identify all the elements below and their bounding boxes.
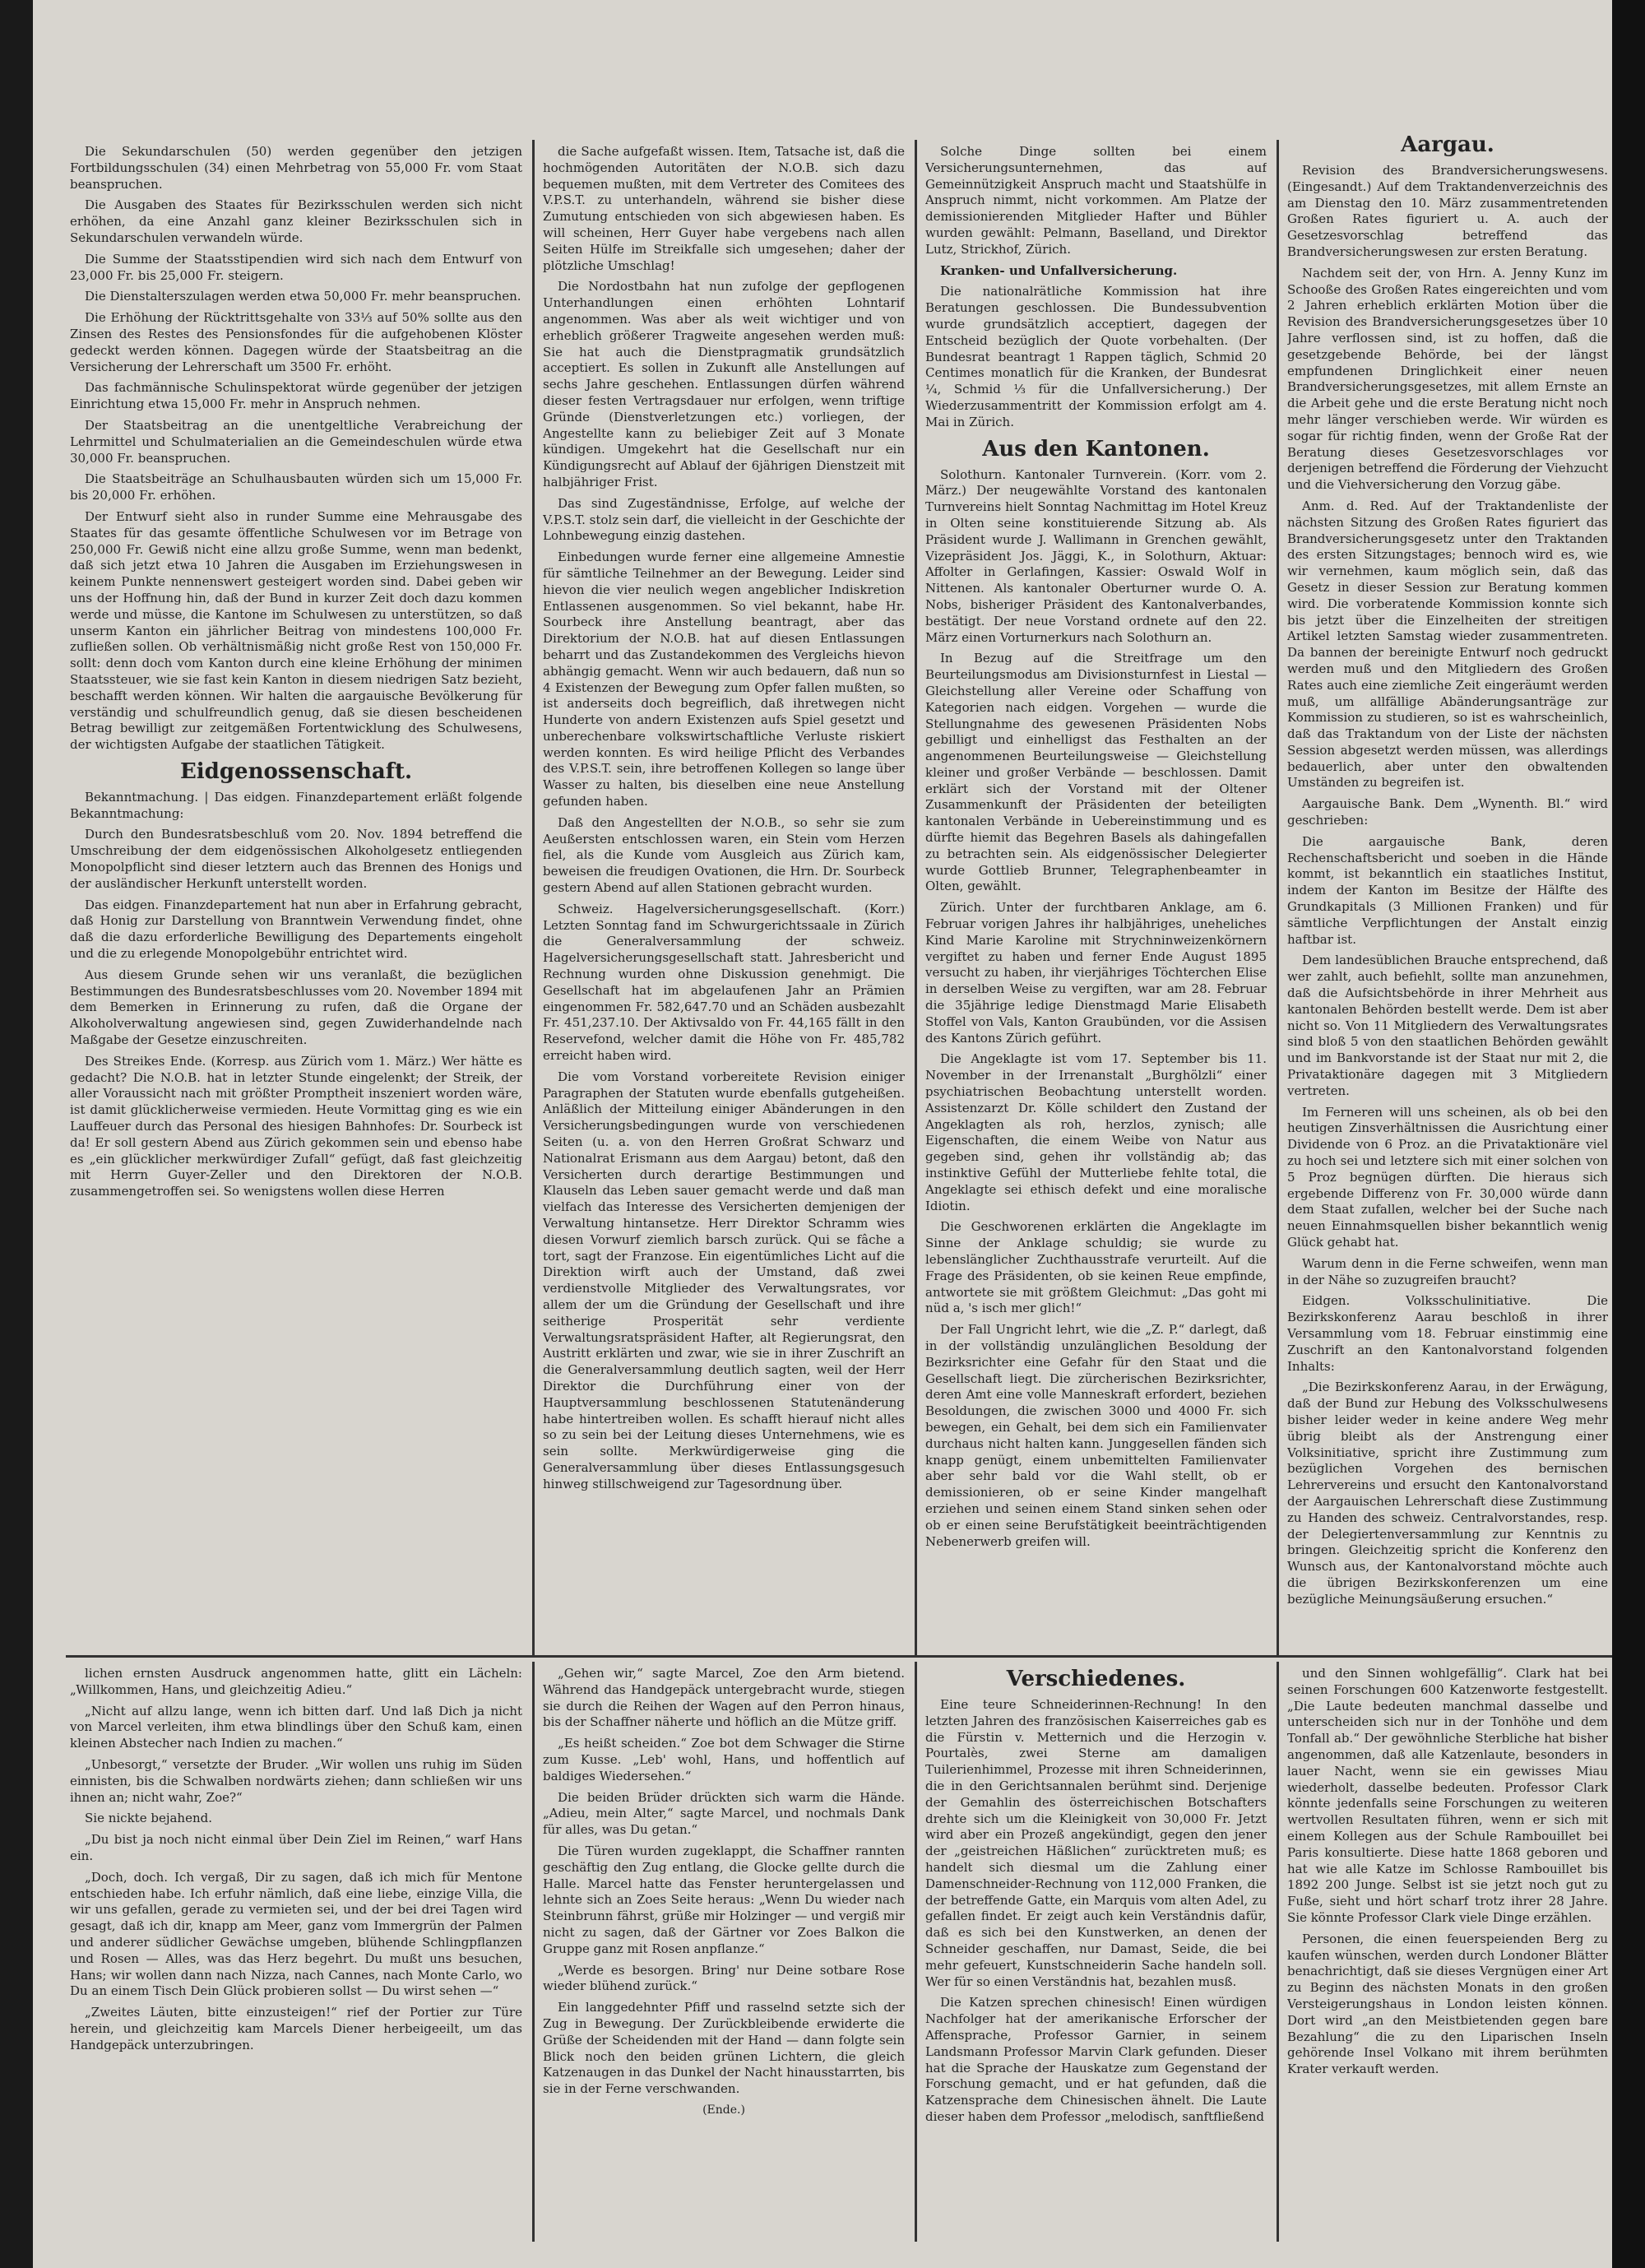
article-paragraph: Eine teure Schneiderinnen-Rechnung! In den letzten Jahren des französischen Kaiserreiches gab es die Fürstin v. Metternich und die Herzogin v. Pourtalès, zwei Sterne am damaligen Tuilerienhimmel, Prozesse mit ihren Schneiderinnen, die in den Gerichtsannalen berühmt sind. Derjenige der Gemahlin des österreichischen Botschafters drehte sich um die Kleinigkeit von 30,000 Fr. Jetzt wird aber ein Prozeß angekündigt, gegen den jener der „geistreichen Häßlichen“ zurücktreten muß; es handelt sich diesmal um die Zahlung einer Damenschneider-Rechnung von 112,000 Franken, die der betreffende Gatte, ein Marquis vom alten Adel, zu gefallen findet. Er zeigt auch kein Verständnis dafür, daß es sich bei den Kunstwerken, an denen der Schneider geschaffen, nur Damast, Seide, die bei mehr gefeuert, Kunstschneiderin Sache handeln soll. Wer für so einen Verständnis hat, bezahlen musß.: [925, 1697, 1267, 1989]
section-heading: Eidgenossenschaft.: [179, 758, 413, 784]
article-paragraph: Die nationalrätliche Kommission hat ihre Beratungen geschlossen. Die Bundessubvention wurde grundsätzlich acceptiert, dagegen der Entscheid bezüglich der Quote vorbehalten. (Der Bundesrat beantragt 1 Rappen täglich, Schmid 20 Centimes monatlich für die Kranken, der Bundesrat ¼, Schmid ⅓ für die Unfallversicherung.) Der Wiederzusammentritt der Kommission erfolgt am 4. Mai in Zürich.: [925, 284, 1267, 429]
article-paragraph: Die Staatsbeiträge an Schulhausbauten würden sich um 15,000 Fr. bis 20,000 Fr. erhöhen.: [70, 471, 522, 503]
column-rule-2: [915, 140, 917, 1658]
article-paragraph: Die beiden Brüder drückten sich warm die Hände. „Adieu, mein Alter,“ sagte Marcel, und nochmals Dank für alles, was Du getan.“: [543, 1789, 905, 1838]
scan-edge: [1612, 0, 1645, 2268]
article-paragraph: „Zweites Läuten, bitte einzusteigen!“ rief der Portier zur Türe herein, und gleichzeitig kam Marcels Diener herbeigeeilt, um das Handgepäck unterzubringen.: [70, 2005, 522, 2052]
verschiedenes-rule: [1277, 1662, 1279, 2242]
article-paragraph: „Unbesorgt,“ versetzte der Bruder. „Wir wollen uns ruhig im Süden einnisten, bis die Schwalben nordwärts ziehen; dann schließen wir uns ihnen an; nicht wahr, Zoe?“: [70, 1756, 522, 1805]
article-paragraph: Das eidgen. Finanzdepartement hat nun aber in Erfahrung gebracht, daß Honig zur Darstellung von Branntwein Verwendung findet, ohne daß die dazu erforderliche Bewilligung des Departements eingeholt und die zu erlegende Monopolgebühr entrichtet wird.: [70, 897, 522, 962]
verschiedenes-column-1: [925, 1666, 1267, 2242]
column-rule-1: [532, 140, 535, 1658]
article-paragraph: Einbedungen wurde ferner eine allgemeine Amnestie für sämtliche Teilnehmer an der Bewegung. Leider sind hievon die vier neulich wegen angeblicher Indiskretion Entlassenen ausgenommen. So viel bekannt, habe Hr. Sourbeck ihre Anstellung beantragt, aber das Direktorium der N.O.B. hat auf diesen Entlassungen beharrt und das Zustandekommen des Vergleichs hievon abhängig gemacht. Wenn wir auch bedauern, daß nun so 4 Existenzen der Bewegung zum Opfer fallen mußten, so ist anderseits doch begreiflich, daß ihretwegen nicht Hunderte von andern Existenzen aufs Spiel gesetzt und unberechenbare volkswirtschaftliche Verluste riskiert werden konnten. Es wird heilige Pflicht des Verbandes des V.P.S.T. sein, ihre betroffenen Kollegen so lange über Wasser zu halten, bis dieselben eine neue Anstellung gefunden haben.: [543, 550, 905, 809]
article-paragraph: „Gehen wir,“ sagte Marcel, Zoe den Arm bietend. Während das Handgepäck untergebracht wurde, stiegen sie durch die Reihen der Wagen auf den Perron hinaus, bis der Schaffner näherte und höflich an die Mütze griff.: [543, 1666, 905, 1730]
article-paragraph: Durch den Bundesratsbeschluß vom 20. Nov. 1894 betreffend die Umschreibung der dem eidgenössischen Alkoholgesetz entliegenden Monopolpflicht sind dieser letztern auch das Brennen des Honigs und der ausländischer Herkunft unterstellt worden.: [70, 827, 522, 891]
verschiedenes-column-2: [1287, 1666, 1608, 2242]
article-paragraph: In Bezug auf die Streitfrage um den Beurteilungsmodus am Divisionsturnfest in Liestal — Gleichstellung aller Vereine oder Schaffung von Kategorien nach eidgen. Vorgehen — wurde die Stellungnahme des gewesenen Präsidenten Nobs gebilligt und einhelligst das Festhalten an der angenommenen Beurteilungsweise — Gleichstellung kleiner und großer Verbände — beschlossen. Damit erklärt sich der Vorstand mit der Oltener Zusammenkunft der Präsidenten der beteiligten kantonalen Verbände in Uebereinstimmung und es dürfte hiemit das Begehren Basels als dahingefallen zu betrachten sein. Als eidgenössischer Delegierter wurde Gottlieb Brunner, Telegraphenbeamter in Olten, gewählt.: [925, 651, 1267, 894]
article-paragraph: Sie nickte bejahend.: [85, 1811, 212, 1826]
article-paragraph: (Ende.): [702, 2103, 745, 2117]
feuilleton-rule-2: [915, 1662, 917, 2242]
article-paragraph: Die Erhöhung der Rücktrittsgehalte von 33⅓ auf 50% sollte aus den Zinsen des Restes des Pensionsfondes für die aufgehobenen Klöster gedeckt werden können. Dagegen würde der Staatsbeitrag an die Versicherung der Lehrerschaft um 3500 Fr. erhöht.: [70, 310, 522, 374]
article-paragraph: Die vom Vorstand vorbereitete Revision einiger Paragraphen der Statuten wurde ebenfalls gutgeheißen. Anläßlich der Mitteilung einiger Abänderungen in den Versicherungsbedingungen wurde von verschiedenen Seiten (u. a. von den Herren Großrat Schwarz und Nationalrat Erismann aus dem Aargau) betont, daß den Versicherten durch derartige Bestimmungen und Klauseln das Leben sauer gemacht werde und daß man vielfach das Interesse des Versicherten demjenigen der Verwaltung hintansetze. Herr Direktor Schramm wies diesen Vorwurf ziemlich barsch zurück. Qui se fâche a tort, sagt der Franzose. Ein eigentümliches Licht auf die Direktion wirft auch der Umstand, daß zwei verdienstvolle Mitglieder des Verwaltungsrates, vor allem der um die Gründung der Gesellschaft und ihre seitherige Prosperität sehr verdiente Verwaltungsratspräsident Hafter, alt Regierungsrat, den Austritt erklärten und zwar, wie sie in ihrer Zuschrift an die Generalversammlung deutlich sagten, weil der Herr Direktor die Durchführung einer von der Hauptversammlung beschlossenen Statutenänderung habe hintertreiben wollen. Es schafft hierauf nicht alles so zu sein bei der Leitung dieses Unternehmens, wie es sein sollte. Merkwürdigerweise ging die Generalversammlung über dieses Entlassungsgesuch hinweg stillschweigend zur Tagesordnung über.: [543, 1069, 905, 1491]
article-paragraph: Aargauische Bank. Dem „Wynenth. Bl.“ wird geschrieben:: [1287, 796, 1608, 828]
article-paragraph: Zürich. Unter der furchtbaren Anklage, am 6. Februar vorigen Jahres ihr halbjähriges, uneheliches Kind Marie Karoline mit Strychninweizenkörnern vergiftet zu haben und ferner Ende August 1895 versucht zu haben, ihr vierjähriges Töchterchen Elise in derselben Weise zu vergiften, war am 28. Februar die 35jährige ledige Dienstmagd Marie Elisabeth Stoffel von Vals, Kanton Graubünden, vor die Assisen des Kantons Zürich geführt.: [925, 900, 1267, 1046]
feuilleton-divider: [66, 1655, 1612, 1658]
article-paragraph: Die Dienstalterszulagen werden etwa 50,000 Fr. mehr beanspruchen.: [85, 289, 521, 304]
article-paragraph: Bekanntmachung. | Das eidgen. Finanzdepartement erläßt folgende Bekanntmachung:: [70, 789, 522, 821]
article-paragraph: Das fachmännische Schulinspektorat würde gegenüber der jetzigen Einrichtung etwa 15,000 Fr. mehr in Anspruch nehmen.: [70, 380, 522, 412]
section-heading: Aargau.: [1401, 132, 1494, 157]
feuilleton-column-1: [70, 1666, 522, 2242]
article-paragraph: Die Nordostbahn hat nun zufolge der gepflogenen Unterhandlungen einen erhöhten Lohntarif angenommen. Was aber als weit wichtiger und von erheblich größerer Tragweite angesehen werden muß: Sie hat auch die Dienstpragmatik grundsätzlich acceptiert. Es sollen in Zukunft alle Anstellungen auf sechs Jahre geschehen. Entlassungen dürfen während dieser festen Vertragsdauer nur erfolgen, wenn triftige Gründe (Dienstverletzungen etc.) vorliegen, der Angestellte kann zu beliebiger Zeit auf 3 Monate kündigen. Umgekehrt hat die Gesellschaft nur ein Kündigungsrecht auf Ablauf der 6jährigen Dienstzeit mit halbjähriger Frist.: [543, 279, 905, 489]
article-paragraph: Solothurn. Kantonaler Turnverein. (Korr. vom 2. März.) Der neugewählte Vorstand des kantonalen Turnvereins hielt Sonntag Nachmittag im Hotel Kreuz in Olten seine konstituierende Sitzung ab. Als Präsident wurde J. Wallimann in Grenchen gewählt, Vizepräsident Jos. Jäggi, K., in Solothurn, Aktuar: Affolter in Gerlafingen, Kassier: Oswald Wolf in Nittenen. Als kantonaler Oberturner wurde O. A. Nobs, bisheriger Präsident des Kantonalverbandes, bestätigt. Der neue Vorstand ordnete auf den 22. März einen Vorturnerkurs nach Solothurn an.: [925, 466, 1267, 645]
section-heading: Aus den Kantonen.: [982, 436, 1210, 461]
article-paragraph: lichen ernsten Ausdruck angenommen hatte, glitt ein Lächeln: „Willkommen, Hans, und gleichzeitig Adieu.“: [70, 1666, 522, 1697]
article-paragraph: „Doch, doch. Ich vergaß, Dir zu sagen, daß ich mich für Mentone entschieden habe. Ich erfuhr nämlich, daß eine liebe, einzige Villa, die wir uns gefallen, gerade zu vermieten sei, und der bei drei Tagen wird gesagt, daß ich dir, knapp am Meer, ganz vom Immergrün der Palmen und anderer südlicher Gewächse umgeben, blühende Schlingpflanzen und Rosen — Alles, was das Herz begehrt. Du mußt uns besuchen, Hans; wir wollen dann nach Nizza, nach Cannes, nach Monte Carlo, wo Du an einem Tisch Dein Glück probieren sollst — Du wirst sehen —“: [70, 1869, 522, 1999]
article-paragraph: Aus diesem Grunde sehen wir uns veranlaßt, die bezüglichen Bestimmungen des Bundesratsbeschlusses vom 20. November 1894 mit dem Bemerken in Erinnerung zu rufen, daß die Organe der Alkoholverwaltung angewiesen sind, gegen Zuwiderhandelnde nach Maßgabe der Gesetze einzuschreiten.: [70, 967, 522, 1048]
article-paragraph: Schweiz. Hagelversicherungsgesellschaft. (Korr.) Letzten Sonntag fand im Schwurgerichtssaale in Zürich die Generalversammlung der schweiz. Hagelversicherungsgesellschaft statt. Jahresbericht und Rechnung wurden ohne Diskussion genehmigt. Die Gesellschaft hat im abgelaufenen Jahr an Prämien eingenommen Fr. 582,647.70 und an Schäden ausbezahlt Fr. 451,237.10. Der Aktivsaldo von Fr. 44,165 fällt in den Reservefond, welcher damit die Höhe von Fr. 485,782 erreicht haben wird.: [543, 901, 905, 1064]
article-paragraph: Die Ausgaben des Staates für Bezirksschulen werden sich nicht erhöhen, da eine Anzahl ganz kleiner Bezirksschulen sich in Sekundarschulen verwandeln würde.: [70, 197, 522, 245]
article-paragraph: „Nicht auf allzu lange, wenn ich bitten darf. Und laß Dich ja nicht von Marcel verleiten, ihm etwa blindlings über den Schuß kam, einen kleinen Abstecher nach Indien zu machen.“: [70, 1703, 522, 1751]
article-paragraph: Das sind Zugeständnisse, Erfolge, auf welche der V.P.S.T. stolz sein darf, die vielleicht in der Geschichte der Lohnbewegung einzig dastehen.: [543, 495, 905, 544]
article-paragraph: „Werde es besorgen. Bring' nur Deine sotbare Rose wieder blühend zurück.“: [543, 1962, 905, 1994]
article-paragraph: Solche Dinge sollten bei einem Versicherungsunternehmen, das auf Gemeinnützigkeit Anspruch macht und Staatshülfe in Anspruch nimmt, nicht vorkommen. Am Platze der demissionierenden Mitglieder Hafter und Bühler wurden gewählt: Pelmann, Baselland, und Direktor Lutz, Strickhof, Zürich.: [925, 144, 1267, 257]
article-paragraph: Im Ferneren will uns scheinen, als ob bei den heutigen Zinsverhältnissen die Ausrichtung einer Dividende von 6 Proz. an die Privataktionäre viel zu hoch sei und letztere sich mit einer solchen von 5 Proz begnügen dürften. Die hieraus sich ergebende Differenz von Fr. 30,000 würde dann dem Staat zufallen, welcher bei der Suche nach neuen Einnahmsquellen bisher bekanntlich wenig Glück gehabt hat.: [1287, 1104, 1608, 1250]
article-paragraph: „Es heißt scheiden.“ Zoe bot dem Schwager die Stirne zum Kusse. „Leb' wohl, Hans, und hoffentlich auf baldiges Wiedersehen.“: [543, 1736, 905, 1783]
article-paragraph: Eidgen. Volksschulinitiative. Die Bezirkskonferenz Aarau beschloß in ihrer Versammlung vom 18. Februar einstimmig eine Zuschrift an den Kantonalvorstand folgenden Inhalts:: [1287, 1293, 1608, 1374]
column-1: [70, 144, 522, 1649]
newspaper-page: [33, 0, 1620, 2268]
article-paragraph: Ein langgedehnter Pfiff und rasselnd setzte sich der Zug in Bewegung. Der Zurückbleibende erwiderte die Grüße der Scheidenden mit der Hand — dann folgte sein Blick noch den beiden grünen Lichtern, die gleich Katzenaugen in das Dunkel der Nacht hinausstarrten, bis sie in der Ferne verschwanden.: [543, 2000, 905, 2097]
feuilleton-column-2: [543, 1666, 905, 2242]
article-paragraph: Anm. d. Red. Auf der Traktandenliste der nächsten Sitzung des Großen Rates figuriert das Brandversicherungsgesetz unter den Traktanden des ersten Sitzungstages; bennoch wird es, wie wir vernehmen, kaum möglich sein, daß das Gesetz in dieser Session zur Beratung kommen wird. Die vorberatende Kommission konnte sich bis jetzt über die Einzelheiten der streitigen Artikel letzten Samstag wieder zusammentreten. Da bannen der bereinigte Entwurf noch gedruckt werden muß und den Mitgliedern des Großen Rates auch eine ziemliche Zeit eingeräumt werden muß, um allfällige Abänderungsanträge zur Kommission zu studieren, so ist es wahrscheinlich, daß das Traktandum von der Liste der nächsten Session abgesetzt werden müssen, was allerdings bedauerlich, aber unter den obwaltenden Umständen zu begreifen ist.: [1287, 498, 1608, 791]
article-paragraph: Nachdem seit der, von Hrn. A. Jenny Kunz im Schooße des Großen Rates eingereichten und vom 2 Jahren erheblich erklärten Motion über die Revision des Brandversicherungsgesetzes über 10 Jahre verflossen sind, ist zu hoffen, daß die gesetzgebende Behörde, bei der längst empfundenen Dringlichkeit einer neuen Brandversicherungsgesetzes, mit allem Ernste an die Arbeit gehe und die erste Beratung nicht noch mehr länger verschieben werde. Wir würden es sogar für richtig finden, wenn der Große Rat der Beratung dieses Gesetzesvorschlages vor derjenigen betreffend die Förderung der Viehzucht und die Viehversicherung den Vorzug gäbe.: [1287, 265, 1608, 493]
article-paragraph: Der Fall Ungricht lehrt, wie die „Z. P.“ darlegt, daß in der vollständig unzulänglichen Besoldung der Bezirksrichter eine Gefahr für den Staat und die Gesellschaft liegt. Die zürcherischen Bezirksrichter, deren Amt eine volle Manneskraft erfordert, beziehen Besoldungen, die zwischen 3000 und 4000 Fr. sich bewegen, ein Gehalt, bei dem sich ein Familienvater durchaus nicht halten kann. Junggesellen fänden sich knapp genügt, einem unbemittelten Familienvater aber sehr bald vor die Wahl stellt, ob er demissionieren, ob er seine Kinder mangelhaft erziehen und seinen einem Stand sinken sehen oder ob er einen seine Berufstätigkeit beeinträchtigenden Nebenerwerb greifen will.: [925, 1322, 1267, 1549]
article-paragraph: Die Summe der Staatsstipendien wird sich nach dem Entwurf von 23,000 Fr. bis 25,000 Fr. steigern.: [70, 251, 522, 283]
article-paragraph: Personen, die einen feuerspeienden Berg zu kaufen wünschen, werden durch Londoner Blätter benachrichtigt, daß sie dieses Vergnügen einer Art zu Beginn des nächsten Monats in den großen Versteigerungshaus in London leisten können. Dort wird „an den Meistbietenden gegen bare Bezahlung“ die zu den Liparischen Inseln gehörende Insel Volkano mit ihrem berühmten Krater verkauft werden.: [1287, 1931, 1608, 2077]
column-rule-3: [1277, 140, 1279, 1658]
column-4: [1287, 132, 1608, 1649]
article-paragraph: Revision des Brandversicherungswesens. (Eingesandt.) Auf dem Traktandenverzeichnis des am Dienstag den 10. März zusammentretenden Großen Rates figuriert u. A. auch der Gesetzesvorschlag betreffend das Brandversicherungswesen zur ersten Beratung.: [1287, 163, 1608, 259]
column-2: [543, 144, 905, 1649]
article-paragraph: Dem landesüblichen Brauche entsprechend, daß wer zahlt, auch befiehlt, sollte man anzunehmen, daß die Aufsichtsbehörde in ihrer Mehrheit aus kantonalen Behörden bestellt werde. Dem ist aber nicht so. Von 11 Mitgliedern des Verwaltungsrates sind bloß 5 von den staatlichen Behörden gewählt und im Bankvorstande ist der Staat nur mit 2, die Privataktionäre dagegen mit 3 Mitgliedern vertreten.: [1287, 953, 1608, 1098]
article-paragraph: „Du bist ja noch nicht einmal über Dein Ziel im Reinen,“ warf Hans ein.: [70, 1832, 522, 1863]
column-3: [925, 144, 1267, 1649]
article-paragraph: „Die Bezirkskonferenz Aarau, in der Erwägung, daß der Bund zur Hebung des Volksschulwesens bisher leider weder in keine andere Weg mehr übrig bleibt als der Anstrengung einer Volksinitiative, spricht ihre Zustimmung zum bezüglichen Vorgehen des bernischen Lehrervereins und ersucht den Kantonalvorstand der Aargauischen Lehrerschaft diese Zustimmung zu Handen des schweiz. Centralvorstandes, resp. der Delegiertenversammlung zur Kenntnis zu bringen. Gleichzeitig spricht die Konferenz den Wunsch aus, der Kantonalvorstand möchte auch die übrigen Bezirkskonferenzen um eine bezügliche Meinungsäußerung ersuchen.“: [1287, 1380, 1608, 1607]
feuilleton-rule-1: [532, 1662, 535, 2242]
article-paragraph: Die Katzen sprechen chinesisch! Einen würdigen Nachfolger hat der amerikanische Erforscher der Affensprache, Professor Garnier, in seinem Landsmann Professor Marvin Clark gefunden. Dieser hat die Sprache der Hauskatze zum Gegenstand der Forschung gemacht, und er hat gefunden, daß die Katzensprache dem Chinesischen ähnelt. Die Laute dieser haben dem Professor „melodisch, sanftfließend: [925, 1995, 1267, 2124]
article-paragraph: Die Angeklagte ist vom 17. September bis 11. November in der Irrenanstalt „Burghölzli“ einer psychiatrischen Beobachtung unterstellt worden. Assistenzarzt Dr. Kölle schildert den Zustand der Angeklagten als roh, herzlos, zynisch; alle Eigenschaften, die einem Weibe von Natur aus gegeben sind, gehen ihr vollständig ab; das instinktive Gefühl der Mutterliebe fehlte total, die Angeklagte sei ethisch defekt und eine moralische Idiotin.: [925, 1051, 1267, 1213]
article-paragraph: Warum denn in die Ferne schweifen, wenn man in der Nähe so zuzugreifen braucht?: [1287, 1255, 1608, 1287]
article-paragraph: Kranken- und Unfallversicherung.: [940, 262, 1178, 278]
article-paragraph: und den Sinnen wohlgefällig“. Clark hat bei seinen Forschungen 600 Katzenworte festgestellt. „Die Laute bedeuten manchmal dasselbe und unterscheiden sich nur in der Tonhöhe und dem Tonfall ab.“ Der gewöhnliche Sterbliche hat bisher angenommen, daß alle Katzenlaute, besonders in lauer Nacht, wenn sie ein gewisses Miau wiederholt, dasselbe bedeuten. Professor Clark könnte jedenfalls seine Forschungen zu weiteren wertvollen Resultaten führen, wenn er sich mit einem Kollegen aus der Schule Rambouillet bei Paris konsultierte. Diese hatte 1868 geboren und hat wie alle Katze im Schlosse Rambouillet bis 1892 200 Junge. Selbst ist sie jetzt noch gut zu Fuße, sieht und hört scharf trotz ihrer 28 Jahre. Sie könnte Professor Clark viele Dinge erzählen.: [1287, 1666, 1608, 1925]
section-heading: Verschiedenes.: [1006, 1667, 1186, 1691]
article-paragraph: Des Streikes Ende. (Korresp. aus Zürich vom 1. März.) Wer hätte es gedacht? Die N.O.B. hat in letzter Stunde eingelenkt; der Streik, der aller Voraussicht nach mit größter Promptheit inszeniert worden wäre, ist damit glücklicherweise vermieden. Heute Vormittag ging es wie ein Lauffeuer durch das Personal des hiesigen Bahnhofes: Dr. Sourbeck ist da! Er soll gestern Abend aus Zürich gekommen sein und ebenso habe es „ein glücklicher merkwürdiger Zufall“ gefügt, daß fast gleichzeitig mit Herrn Guyer-Zeller und den Direktoren der N.O.B. zusammengetroffen sei. So wenigstens wollen diese Herren: [70, 1053, 522, 1199]
article-paragraph: Die Türen wurden zugeklappt, die Schaffner rannten geschäftig den Zug entlang, die Glocke gellte durch die Halle. Marcel hatte das Fenster heruntergelassen und lehnte sich an Zoes Seite heraus: „Wenn Du wieder nach Steinbrunn fährst, grüße mir Holzinger — und vergiß mir nicht zu sagen, daß der Gärtner vor Zoes Balkon die Gruppe ganz mit Rosen anpflanze.“: [543, 1843, 905, 1956]
article-paragraph: Daß den Angestellten der N.O.B., so sehr sie zum Aeußersten entschlossen waren, ein Stein vom Herzen fiel, als die Kunde vom Ausgleich aus Zürich kam, beweisen die freudigen Ovationen, die Hrn. Dr. Sourbeck gestern Abend auf allen Stationen gebracht wurden.: [543, 814, 905, 896]
article-paragraph: Die aargauische Bank, deren Rechenschaftsbericht und soeben in die Hände kommt, ist bekanntlich ein staatliches Institut, indem der Kanton im Besitze der Hälfte des Grundkapitals (3 Millionen Franken) und für sämtliche Verpflichtungen der Anstalt einzig haftbar ist.: [1287, 833, 1608, 947]
article-paragraph: Der Entwurf sieht also in runder Summe eine Mehrausgabe des Staates für das gesamte öffentliche Schulwesen vor im Betrage von 250,000 Fr. Gewiß nicht eine allzu große Summe, wenn man bedenkt, daß sich jetzt etwa 10 Jahren die Ausgaben im Erziehungswesen in keinem Punkte nennenswert gesteigert worden sind. Dabei geben wir uns der Hoffnung hin, daß der Bund in kurzer Zeit doch dazu kommen werde und müsse, die Kantone im Schulwesen zu unterstützen, so daß unserm Kanton ein jährlicher Beitrag von mindestens 100,000 Fr. zufließen sollen. Ob verhältnismäßig nicht große Rest von 150,000 Fr. sollt: denn doch vom Kanton durch eine kleine Erhöhung der minimen Staatssteuer, wie sie fast kein Kanton in diesem niedrigen Satz bezieht, beschafft werden können. Wir halten die aargauische Bevölkerung für verständig und schulfreundlich genug, daß sie diesen bescheidenen Betrag bewilligt zur zeitgemäßen Fortentwicklung des Schulwesens, der wichtigsten Aufgabe der staatlichen Tätigkeit.: [70, 508, 522, 753]
article-paragraph: die Sache aufgefaßt wissen. Item, Tatsache ist, daß die hochmögenden Autoritäten der N.O.B. sich dazu bequemen mußten, mit dem Vertreter des Comitees des V.P.S.T. zu unterhandeln, während sie bisher diese Zumutung entschieden von sich abgewiesen haben. Es will scheinen, Herr Guyer habe vergebens nach allen Seiten Hülfe im Streikfalle sich umgesehen; daher der plötzliche Umschlag!: [543, 144, 905, 273]
article-paragraph: Die Sekundarschulen (50) werden gegenüber den jetzigen Fortbildungsschulen (34) einen Mehrbetrag von 55,000 Fr. vom Staat beanspruchen.: [70, 144, 522, 192]
article-paragraph: Der Staatsbeitrag an die unentgeltliche Verabreichung der Lehrmittel und Schulmaterialien an die Gemeindeschulen würde etwa 30,000 Fr. beanspruchen.: [70, 417, 522, 466]
article-paragraph: Die Geschworenen erklärten die Angeklagte im Sinne der Anklage schuldig; sie wurde zu lebenslänglicher Zuchthausstrafe verurteilt. Auf die Frage des Präsidenten, ob sie keinen Reue empfinde, antwortete sie mit größtem Gleichmut: „Das goht mi nüd a, 's isch mer glich!“: [925, 1219, 1267, 1316]
